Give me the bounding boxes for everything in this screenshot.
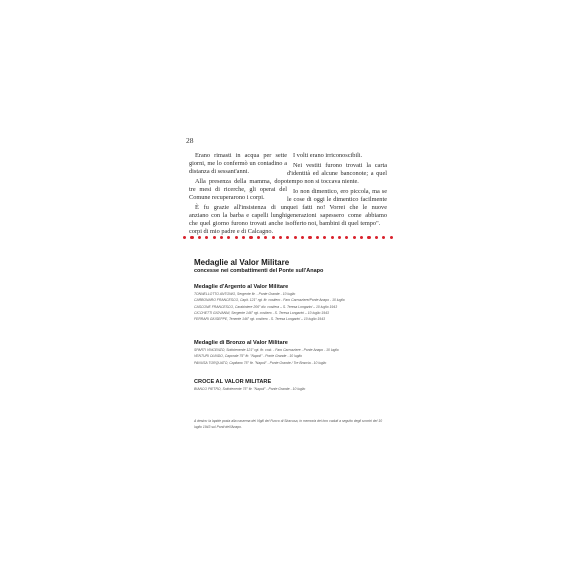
cross-list: [194, 386, 305, 392]
divider-dot: [301, 236, 304, 239]
paragraph: Io non dimentico, ero piccola, ma se le cose di oggi le dimentico facilmente quei fatti no! Vorrei che le nuove generazioni sapessero come abbiamo sofferto noi, bambini di quel tempo".: [287, 188, 387, 227]
divider-dot: [323, 236, 326, 239]
left-text-column: [189, 152, 287, 238]
divider-dot: [382, 236, 385, 239]
divider-dot: [242, 236, 245, 239]
divider-dot: [345, 236, 348, 239]
silver-medals-list: [194, 291, 345, 322]
divider-dot: [249, 236, 252, 239]
divider-dot: [316, 236, 319, 239]
paragraph: I volti erano irriconoscibili.: [293, 152, 363, 159]
list-item: BIANCO PIETRO, Sottotenente 75° ftr. "Napoli" - Ponte Grande - 10 luglio: [194, 387, 306, 391]
list-item: CICCHETTI GIOVANNI, Sergente 146° rgt. costiero - S. Teresa Longarini – 10 luglio 1943: [194, 310, 329, 315]
list-item: SPARTI VINCENZO, Sottotenente 121° rgt. ftr. cost. - Faro Carrozziere - Ponte Anapo - 10 luglio: [194, 348, 339, 352]
divider-dot: [213, 236, 216, 239]
divider-dot: [198, 236, 201, 239]
divider-dot: [367, 236, 370, 239]
divider-dot: [190, 236, 193, 239]
divider-dot: [205, 236, 208, 239]
divider-dot: [375, 236, 378, 239]
divider-dot: [235, 236, 238, 239]
divider-dot: [227, 236, 230, 239]
divider-dot: [390, 236, 393, 239]
right-text-column: [287, 152, 387, 230]
divider-dot: [308, 236, 311, 239]
photo-caption: A destra: la lapide posta alla caserma dei Vigili del Fuoco di Siracusa, in memoria dei loro caduti a seguito degli scontri del 10 luglio 1943 sul Ponti dell'Anapo.: [194, 419, 383, 429]
list-item: FERRARI GIUSEPPE, Tenente 146° rgt. costiero - S. Teresa Longarini – 10 luglio 1943: [194, 317, 325, 322]
divider-dot: [338, 236, 341, 239]
divider-dot: [360, 236, 363, 239]
divider-dot: [353, 236, 356, 239]
dotted-divider: [183, 236, 393, 239]
silver-medals-title: Medaglie d'Argento al Valor Militare: [194, 284, 289, 290]
cross-title: CROCE AL VALOR MILITARE: [194, 379, 272, 385]
list-item: CASCONE FRANCESCO, Carabiniere 206° div. costiera – S. Teresa Longarini – 10 luglio 1943: [194, 304, 338, 309]
page-number: 28: [186, 136, 194, 145]
divider-dot: [257, 236, 260, 239]
paragraph: Erano rimasti in acqua per sette giorni, me lo confermò un contadino a distanza di sessant'anni.: [189, 152, 287, 175]
bronze-medals-title: Medaglie di Bronzo al Valor Militare: [194, 340, 288, 346]
paragraph: Alla presenza della mamma, dopo tre mesi di ricerche, gli operai del Comune recuperarono i corpi.: [189, 178, 287, 201]
section-heading: Medaglie al Valor Militare: [194, 258, 290, 267]
divider-dot: [286, 236, 289, 239]
divider-dot: [264, 236, 267, 239]
divider-dot: [220, 236, 223, 239]
list-item: TONNELLOTTO ANTONIO, Sergente ftr. - Ponte Grande - 10 luglio: [194, 292, 296, 296]
divider-dot: [279, 236, 282, 239]
divider-dot: [331, 236, 334, 239]
paragraph: È fu grazie all'insistenza di un anziano con la barba e capelli lunghi che quel giorno furono trovati anche i corpi di mio padre e di Calcagno.: [189, 204, 287, 235]
divider-dot: [272, 236, 275, 239]
paragraph: Nei vestiti furono trovati la carta d'identità ed alcune banconote; a quel tempo non si toccava niente.: [287, 162, 387, 185]
divider-dot: [183, 236, 186, 239]
list-item: CARBONARO FRANCESCO, Capit. 121° rgt. ftr. costiero - Faro Carrozziere/Ponte Anapo - 10 luglio: [194, 298, 345, 303]
list-item: VENTURI OLINDO, Caporale 75° ftr. "Napoli" - Ponte Grande - 10 luglio: [194, 354, 303, 359]
bronze-medals-list: [194, 347, 339, 366]
section-subheading: concesse nei combattimenti del Ponte sull'Anapo: [194, 268, 324, 274]
list-item: PANUSA TORQUATO, Capitano 75° ftr. "Napoli" - Ponte Grande / Tre Braccia - 10 luglio: [194, 360, 327, 365]
divider-dot: [294, 236, 297, 239]
